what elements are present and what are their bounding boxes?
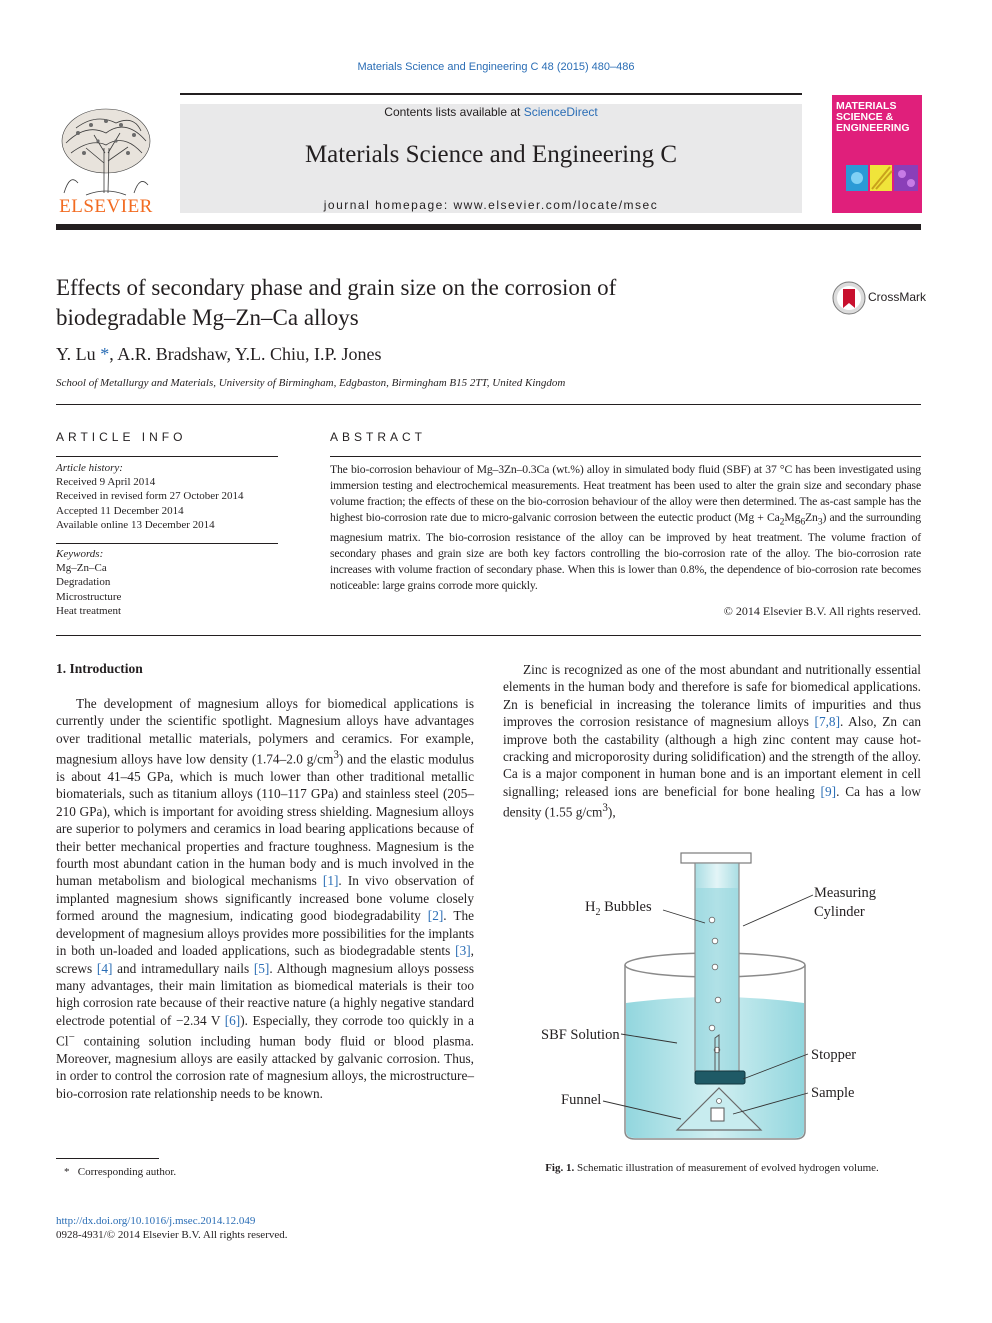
keyword-item: Degradation	[56, 576, 111, 589]
paragraph	[503, 661, 921, 821]
contents-prefix: Contents lists available at	[384, 105, 524, 119]
body-column-left	[56, 695, 474, 1102]
article-title	[56, 273, 756, 333]
contents-line	[180, 105, 802, 119]
affiliation-rule	[56, 404, 921, 405]
history-item: Received in revised form 27 October 2014	[56, 490, 244, 503]
history-item: Received 9 April 2014	[56, 476, 156, 489]
footnote-text: Corresponding author.	[77, 1166, 177, 1178]
footnote-rule	[56, 1158, 159, 1159]
abstract-subscript: 6	[800, 516, 806, 528]
text-run: , screws	[56, 943, 474, 976]
keyword-item: Mg–Zn–Ca	[56, 562, 107, 575]
citation-link[interactable]: [4]	[96, 960, 113, 976]
abstract-part: The bio-corrosion behaviour of Mg–3Zn–0.3Ca (wt.%) alloy in simulated body fluid (SBF) at 37 °C has been investigated using immersion testing and electrochemical measurements. Heat treatment has been used to alter the grain size and secondary phase volume fraction; the effects of these on the bio-corrosion behaviour of the alloy were then determined. The as-cast sample has the highest bio-corrosion rate due to micro-galvanic corrosion between the eutectic product (Mg + Ca	[330, 463, 921, 524]
article-info-rule	[56, 456, 278, 457]
header-rule	[180, 93, 802, 95]
cover-title-line-1: MATERIALS	[836, 100, 897, 112]
text-run: Zinc is recognized as one of the most abundant and nutritionally essential elements in the human body and therefore is safe for biomedical applications. Zn is beneficial in increasing the tolerance limits of impurities and thus improves the corrosion resistance of magnesium alloys	[503, 662, 921, 730]
text-run: . Although magnesium alloys possess many advantages, their main limitation as biomedical materials is their too high corrosion rate because of their reactive nature (a highly negative standard electrode potential of −2.34 V	[56, 960, 474, 1028]
abstract-heading: ABSTRACT	[330, 430, 427, 444]
label-funnel: Funnel	[561, 1092, 602, 1108]
article-title-line-1: Effects of secondary phase and grain size on the corrosion of	[56, 275, 617, 300]
keywords	[56, 547, 121, 618]
citation-link[interactable]: [2]	[427, 908, 444, 924]
label-sample: Sample	[811, 1085, 855, 1101]
citation-link[interactable]: [9]	[820, 783, 837, 799]
body-rule	[56, 635, 921, 636]
copyright-notice: © 2014 Elsevier B.V. All rights reserved.	[723, 604, 921, 618]
cover-title-line-3: ENGINEERING	[836, 122, 910, 134]
citation-link[interactable]: [5]	[253, 960, 270, 976]
history-item: Accepted 11 December 2014	[56, 504, 184, 517]
footnote-mark: *	[64, 1166, 70, 1178]
header-thick-rule	[56, 224, 921, 230]
issn-line: 0928-4931/© 2014 Elsevier B.V. All rights reserved.	[56, 1229, 288, 1241]
text-run: . The development of magnesium alloys provides more possibilities for the implants in both un-loaded and loaded applications, such as biodegradable stents	[56, 908, 474, 959]
text-run: ). Especially, they corrode too quickly in a Cl	[56, 1012, 474, 1049]
cylinder-cap	[681, 853, 751, 863]
history-label: Article history:	[56, 462, 123, 474]
sciencedirect-link[interactable]: ScienceDirect	[523, 105, 598, 119]
homepage-url[interactable]: www.elsevier.com/locate/msec	[453, 198, 659, 212]
citation-link[interactable]: [7,8]	[814, 714, 841, 730]
label-measuring: Measuring	[814, 885, 877, 901]
journal-name: Materials Science and Engineering C	[304, 141, 678, 168]
history-item: Available online 13 December 2014	[56, 518, 215, 531]
footnote	[64, 1166, 176, 1178]
running-head[interactable]: Materials Science and Engineering C 48 (2015) 480–486	[357, 61, 635, 73]
figure-1-schematic[interactable]	[503, 843, 921, 1153]
abstract-text	[330, 462, 921, 594]
abstract-rule	[330, 456, 921, 457]
citation-link[interactable]: [1]	[322, 873, 339, 889]
text-run: . Ca has a low density (1.55 g/cm	[503, 783, 922, 820]
stopper	[695, 1071, 745, 1084]
elsevier-wordmark: ELSEVIER	[59, 196, 153, 217]
citation-link[interactable]: [6]	[224, 1012, 241, 1028]
text-run: ),	[607, 804, 616, 820]
paragraph	[56, 695, 474, 1102]
citation-link[interactable]: [3]	[455, 943, 471, 959]
label-sbf-solution: SBF Solution	[541, 1027, 620, 1043]
crossmark-label[interactable]: CrossMark	[868, 290, 927, 304]
cover-image-strip-icon	[846, 165, 918, 191]
figure-caption-text: Schematic illustration of measurement of evolved hydrogen volume.	[574, 1162, 879, 1174]
homepage-prefix: journal homepage:	[323, 198, 454, 212]
label-h2-bubbles: $H_2$ Bubbles	[585, 899, 652, 918]
abstract-subscript: 3	[817, 516, 823, 528]
text-run: The development of magnesium alloys for biomedical applications is currently under the scientific spotlight. Magnesium alloys have advantages over traditional metallic materials, polymers and ceramics. For example, magnesium alloys have low density (1.74–2.0 g/cm	[56, 696, 474, 767]
cover-title	[836, 101, 920, 134]
figure-caption	[503, 1162, 921, 1174]
abstract-part: ) and the surrounding magnesium matrix. The bio-corrosion resistance of the alloy can be improved by heat treatment. The volume fraction of secondary phases and grain size are both key factors controlling the bio-corrosion rate of the alloy. The bio-corrosion rate increases with volume fraction of secondary phase. When this is lower than 0.8%, the dependence of bio-corrosion rate becomes noticeable: large grains corrode more quickly.	[330, 510, 921, 592]
article-info-heading: ARTICLE INFO	[56, 430, 187, 444]
section-heading-introduction: 1. Introduction	[56, 661, 143, 676]
homepage-line	[180, 198, 802, 212]
text-run: ) and the elastic modulus is about 41–45 GPa, which is much lower than other traditional metallic biomaterials, such as titanium alloys (110–117 GPa) and stainless steel (205–210 GPa), which is important for avoiding stress shielding. Magnesium alloys are superior to polymers and ceramics in load bearing applications because of their better mechanical properties and fracture toughness. Magnesium is the fourth most abundant cation in the human body and is much involved in the human metabolism and biological mechanisms	[56, 751, 474, 889]
cover-title-line-2: SCIENCE &	[836, 111, 894, 123]
sample	[711, 1108, 724, 1121]
body-column-right	[503, 661, 921, 821]
author-first: Y. Lu	[56, 344, 101, 364]
abstract-subscript: 2	[779, 516, 785, 528]
superscript: −	[68, 1031, 75, 1044]
corresponding-author-link[interactable]: *	[100, 344, 110, 364]
abstract-part: Mg	[784, 510, 801, 524]
author-rest: , A.R. Bradshaw, Y.L. Chiu, I.P. Jones	[109, 344, 382, 364]
keyword-item: Microstructure	[56, 590, 122, 603]
keyword-item: Heat treatment	[56, 604, 122, 617]
abstract-part: Zn	[805, 510, 818, 524]
crossmark-icon[interactable]	[832, 281, 866, 315]
keywords-label: Keywords:	[56, 548, 104, 560]
label-stopper: Stopper	[811, 1047, 857, 1063]
doi-link[interactable]: http://dx.doi.org/10.1016/j.msec.2014.12.049	[56, 1215, 256, 1227]
label-cylinder: Cylinder	[814, 904, 865, 920]
figure-caption-label: Fig. 1.	[545, 1162, 575, 1174]
article-title-line-2: biodegradable Mg–Zn–Ca alloys	[56, 305, 359, 330]
text-run: containing solution including human body fluid or blood plasma. Moreover, magnesium alloys are easily attacked by galvanic corrosion. Thus, in order to control the corrosion rate of magnesium alloys, the microstructure–bio-corrosion rate relationship needs to be known.	[56, 1033, 474, 1101]
article-history	[56, 461, 244, 532]
text-run: and intramedullary nails	[112, 960, 254, 976]
superscript: 3	[602, 802, 608, 815]
text-run: . In vivo observation of implanted magnesium shows significantly increased bone volume closely formed around the magnesium, indicating good biodegradability	[56, 873, 474, 924]
affiliation: School of Metallurgy and Materials, University of Birmingham, Edgbaston, Birmingham B15 2TT, United Kingdom	[56, 377, 566, 389]
author-list	[56, 344, 382, 365]
text-run: . Also, Zn can improve both the castability (although a high zinc content may cause hot-cracking and microporosity during solidification) and the strength of the alloy. Ca is a major component in human bone and is an important element in cell signalling; released ions are beneficial for bone healing	[503, 714, 921, 799]
keywords-rule	[56, 543, 278, 544]
superscript: 3	[333, 749, 339, 762]
